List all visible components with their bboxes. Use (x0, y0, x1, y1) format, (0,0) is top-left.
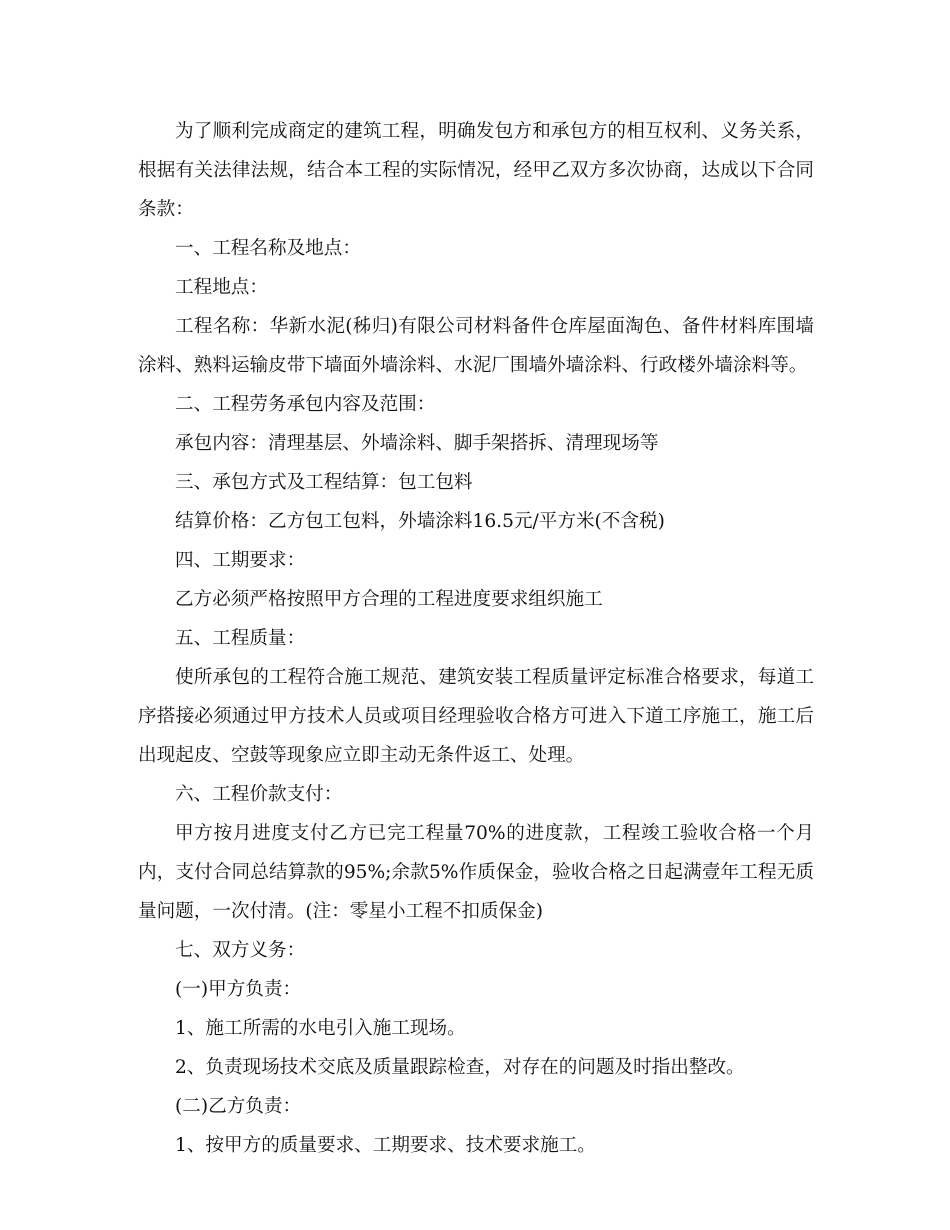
paragraph-contract-content: 承包内容：清理基层、外墙涂料、脚手架搭拆、清理现场等 (175, 433, 659, 454)
paragraph-project-location: 工程地点： (175, 277, 268, 298)
heading-project-name-location: 一、工程名称及地点： (175, 238, 361, 259)
paragraph-schedule: 乙方必须严格按照甲方合理的工程进度要求组织施工 (175, 589, 603, 610)
subheading-party-b: (二)乙方负责： (175, 1096, 302, 1117)
list-item-party-a-1: 1、施工所需的水电引入施工现场。 (175, 1018, 466, 1039)
heading-quality: 五、工程质量： (175, 628, 306, 649)
heading-contract-method: 三、承包方式及工程结算：包工包料 (175, 472, 473, 493)
paragraph-project-name: 工程名称：华新水泥(秭归)有限公司材料备件仓库屋面淘色、备件材料库围墙涂料、熟料运输皮带下墙面外墙涂料、水泥厂围墙外墙涂料、行政楼外墙涂料等。 (138, 316, 814, 376)
heading-obligations: 七、双方义务： (175, 940, 306, 961)
paragraph-settlement-price: 结算价格：乙方包工包料，外墙涂料16.5元/平方米(不含税) (175, 511, 665, 532)
list-item-party-a-2: 2、负责现场技术交底及质量跟踪检查，对存在的问题及时指出整改。 (175, 1057, 745, 1078)
paragraph-payment: 甲方按月进度支付乙方已完工程量70%的进度款，工程竣工验收合格一个月内，支付合同总结算款的95%;余款5%作质保金，验收合格之日起满壹年工程无质量问题，一次付清。(注：零星小工程不扣质保金) (138, 823, 814, 922)
heading-payment: 六、工程价款支付： (175, 784, 343, 805)
paragraph-quality: 使所承包的工程符合施工规范、建筑安装工程质量评定标准合格要求，每道工序搭接必须通过甲方技术人员或项目经理验收合格方可进入下道工序施工，施工后出现起皮、空鼓等现象应立即主动无条件返工、处理。 (138, 667, 814, 766)
heading-schedule: 四、工期要求： (175, 550, 306, 571)
document-body (138, 112, 814, 1165)
heading-contract-scope: 二、工程劳务承包内容及范围： (175, 394, 436, 415)
subheading-party-a: (一)甲方负责： (175, 979, 302, 1000)
paragraph-intro: 为了顺利完成商定的建筑工程，明确发包方和承包方的相互权利、义务关系，根据有关法律法规，结合本工程的实际情况，经甲乙双方多次协商，达成以下合同条款： (138, 121, 814, 220)
list-item-party-b-1: 1、按甲方的质量要求、工期要求、技术要求施工。 (175, 1135, 596, 1156)
